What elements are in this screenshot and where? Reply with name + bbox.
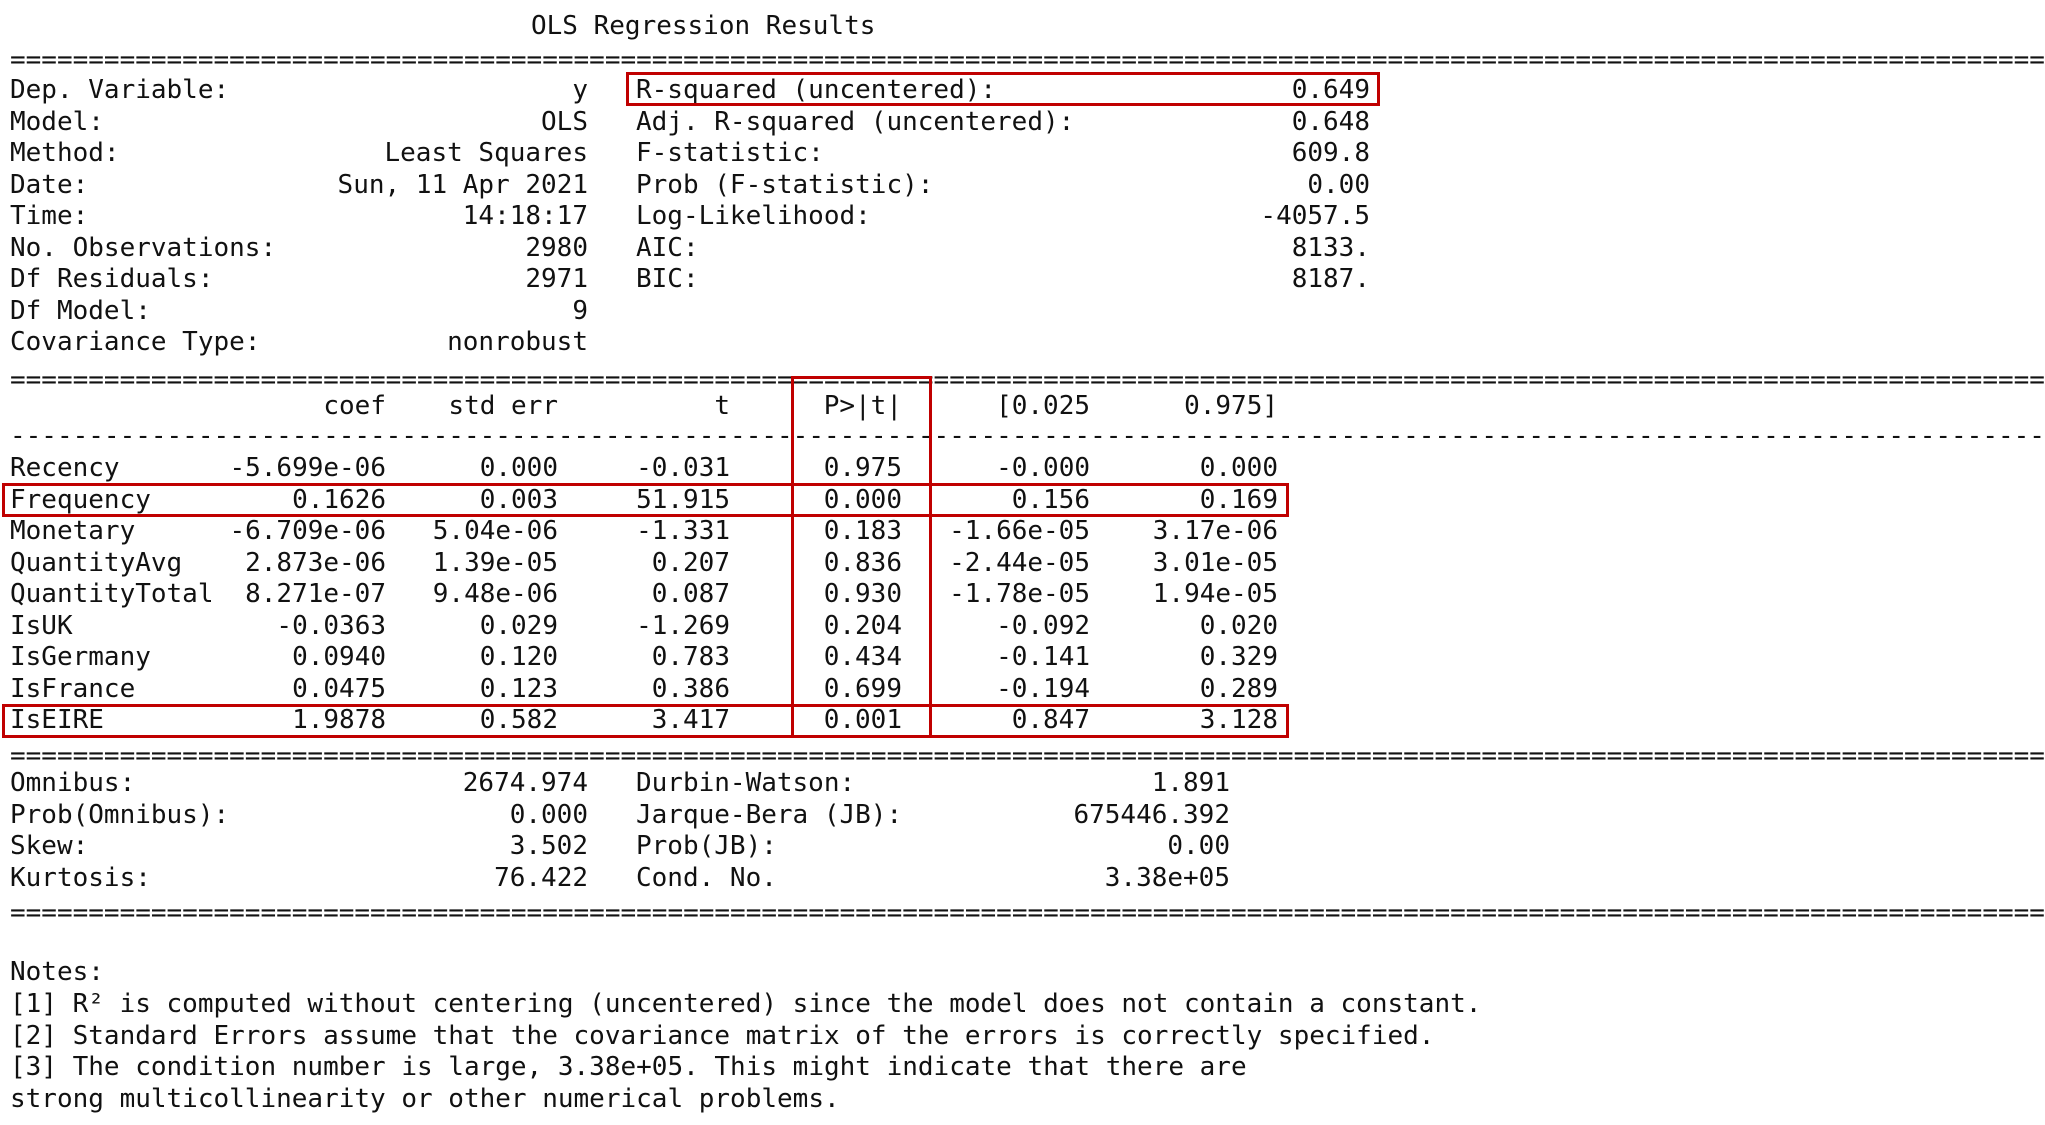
table-cell: -0.194	[996, 673, 1090, 704]
row-variable-name: QuantityTotal	[10, 579, 214, 609]
summary-label: Date:	[10, 169, 89, 200]
summary-value: 609.8	[1291, 138, 1370, 168]
row-variable-name: Frequency	[10, 484, 151, 515]
note-line: [3] The condition number is large, 3.38e+05. This might indicate that there are	[10, 1052, 1247, 1082]
diagnostic-label: Durbin-Watson:	[636, 768, 856, 798]
table-header: std err	[448, 391, 558, 421]
row-variable-name: IsGermany	[10, 642, 151, 672]
summary-label: Adj. R-squared (uncentered):	[636, 106, 1075, 137]
row-variable-name: IsFrance	[10, 673, 136, 704]
table-cell: 8.271e-07	[245, 579, 386, 609]
summary-value: 0.00	[1307, 169, 1370, 200]
summary-value: 9	[572, 295, 588, 326]
table-cell: 5.04e-06	[432, 516, 558, 546]
row-variable-name: Monetary	[10, 516, 136, 546]
summary-value: 2971	[525, 264, 588, 294]
table-cell: 1.39e-05	[432, 547, 558, 578]
diagnostic-label: Omnibus:	[10, 768, 136, 798]
row-variable-name: IsUK	[10, 610, 73, 641]
summary-value: 8187.	[1291, 264, 1370, 294]
summary-label: BIC:	[636, 264, 699, 294]
diagnostic-label: Kurtosis:	[10, 862, 151, 893]
separator-double: ==================================================================================================================================	[10, 741, 2045, 771]
table-cell: 0.582	[479, 705, 558, 735]
summary-value: 14:18:17	[462, 201, 588, 231]
summary-label: Model:	[10, 106, 104, 137]
table-cell: 0.204	[823, 610, 902, 641]
summary-label: AIC:	[636, 232, 699, 263]
table-cell: 0.183	[823, 516, 902, 546]
diagnostic-label: Jarque-Bera (JB):	[636, 799, 903, 830]
summary-label: Time:	[10, 201, 89, 231]
table-cell: 0.029	[479, 610, 558, 641]
table-cell: -1.331	[636, 516, 730, 546]
diagnostic-value: 76.422	[494, 862, 588, 893]
summary-value: y	[572, 75, 588, 105]
table-cell: 51.915	[636, 484, 730, 515]
table-cell: 0.000	[823, 484, 902, 515]
summary-label: No. Observations:	[10, 232, 277, 263]
table-cell: -0.000	[996, 453, 1090, 483]
table-header: t	[714, 391, 730, 421]
summary-label: Df Model:	[10, 295, 151, 326]
table-cell: 0.020	[1199, 610, 1278, 641]
separator-double: ==================================================================================================================================	[10, 45, 2045, 75]
r-squared-highlight-box	[626, 72, 1380, 106]
p-value-column-highlight-box	[791, 376, 932, 738]
summary-value: -4057.5	[1260, 201, 1370, 231]
table-cell: 0.783	[651, 642, 730, 672]
summary-value: 0.649	[1291, 75, 1370, 105]
diagnostic-label: Prob(Omnibus):	[10, 799, 230, 830]
table-cell: 2.873e-06	[245, 547, 386, 578]
note-line: strong multicollinearity or other numerical problems.	[10, 1083, 840, 1114]
table-header: 0.975]	[1184, 391, 1278, 421]
table-cell: 0.975	[823, 453, 902, 483]
page-title: OLS Regression Results	[531, 11, 876, 41]
table-cell: 1.9878	[292, 705, 386, 735]
table-cell: -1.78e-05	[949, 579, 1090, 609]
table-cell: 0.847	[1011, 705, 1090, 735]
diagnostic-label: Cond. No.	[636, 862, 777, 893]
table-cell: 3.128	[1199, 705, 1278, 735]
summary-label: Df Residuals:	[10, 264, 214, 294]
row-variable-name: QuantityAvg	[10, 547, 183, 578]
table-cell: 0.434	[823, 642, 902, 672]
table-cell: -1.66e-05	[949, 516, 1090, 546]
summary-label: Covariance Type:	[10, 327, 261, 357]
row-variable-name: Recency	[10, 453, 120, 483]
table-cell: -0.141	[996, 642, 1090, 672]
table-cell: 0.207	[651, 547, 730, 578]
summary-value: 8133.	[1291, 232, 1370, 263]
table-header: coef	[323, 391, 386, 421]
table-cell: 0.329	[1199, 642, 1278, 672]
diagnostic-label: Prob(JB):	[636, 831, 777, 861]
separator-double: ==================================================================================================================================	[10, 365, 2045, 395]
table-cell: 0.087	[651, 579, 730, 609]
summary-label: R-squared (uncentered):	[636, 75, 997, 105]
table-cell: 1.94e-05	[1152, 579, 1278, 609]
table-cell: 0.386	[651, 673, 730, 704]
summary-label: Method:	[10, 138, 120, 168]
table-cell: 0.156	[1011, 484, 1090, 515]
table-cell: 0.836	[823, 547, 902, 578]
iseire-row-highlight-box	[2, 704, 1289, 738]
table-cell: 0.0940	[292, 642, 386, 672]
diagnostic-value: 2674.974	[462, 768, 588, 798]
diagnostic-value: 675446.392	[1073, 799, 1230, 830]
table-cell: -0.0363	[276, 610, 386, 641]
separator-double: ==================================================================================================================================	[10, 898, 2045, 928]
diagnostic-label: Skew:	[10, 831, 89, 861]
table-cell: 0.0475	[292, 673, 386, 704]
frequency-row-highlight-box	[2, 483, 1289, 517]
summary-label: Prob (F-statistic):	[636, 169, 934, 200]
table-cell: -2.44e-05	[949, 547, 1090, 578]
summary-label: F-statistic:	[636, 138, 824, 168]
table-cell: 0.1626	[292, 484, 386, 515]
notes-heading: Notes:	[10, 957, 104, 987]
table-cell: 0.000	[1199, 453, 1278, 483]
row-variable-name: IsEIRE	[10, 705, 104, 735]
note-line: [1] R² is computed without centering (uncentered) since the model does not contain a constant.	[10, 989, 1482, 1019]
diagnostic-value: 0.00	[1167, 831, 1230, 861]
summary-value: Least Squares	[384, 138, 588, 168]
table-cell: 0.123	[479, 673, 558, 704]
summary-value: 0.648	[1291, 106, 1370, 137]
table-cell: -5.699e-06	[229, 453, 386, 483]
table-cell: 3.01e-05	[1152, 547, 1278, 578]
table-cell: 0.289	[1199, 673, 1278, 704]
table-cell: -0.092	[996, 610, 1090, 641]
note-line: [2] Standard Errors assume that the covariance matrix of the errors is correctly specified.	[10, 1020, 1435, 1051]
separator-single: ----------------------------------------------------------------------------------------------------------------------------------	[10, 421, 2045, 451]
summary-label: Log-Likelihood:	[636, 201, 871, 231]
diagnostic-value: 0.000	[509, 799, 588, 830]
diagnostic-value: 3.502	[509, 831, 588, 861]
table-cell: -6.709e-06	[229, 516, 386, 546]
diagnostic-value: 3.38e+05	[1104, 862, 1230, 893]
summary-value: Sun, 11 Apr 2021	[337, 169, 588, 200]
table-cell: -1.269	[636, 610, 730, 641]
summary-value: nonrobust	[447, 327, 588, 357]
table-cell: 0.699	[823, 673, 902, 704]
table-cell: 0.000	[479, 453, 558, 483]
table-cell: 0.169	[1199, 484, 1278, 515]
summary-label: Dep. Variable:	[10, 75, 230, 105]
summary-value: 2980	[525, 232, 588, 263]
table-cell: 0.120	[479, 642, 558, 672]
table-cell: 0.930	[823, 579, 902, 609]
table-cell: -0.031	[636, 453, 730, 483]
table-cell: 3.417	[651, 705, 730, 735]
table-header: P>|t|	[823, 391, 902, 421]
summary-value: OLS	[541, 106, 588, 137]
table-cell: 3.17e-06	[1152, 516, 1278, 546]
diagnostic-value: 1.891	[1151, 768, 1230, 798]
table-cell: 0.003	[479, 484, 558, 515]
table-cell: 9.48e-06	[432, 579, 558, 609]
table-header: [0.025	[996, 391, 1090, 421]
table-cell: 0.001	[823, 705, 902, 735]
